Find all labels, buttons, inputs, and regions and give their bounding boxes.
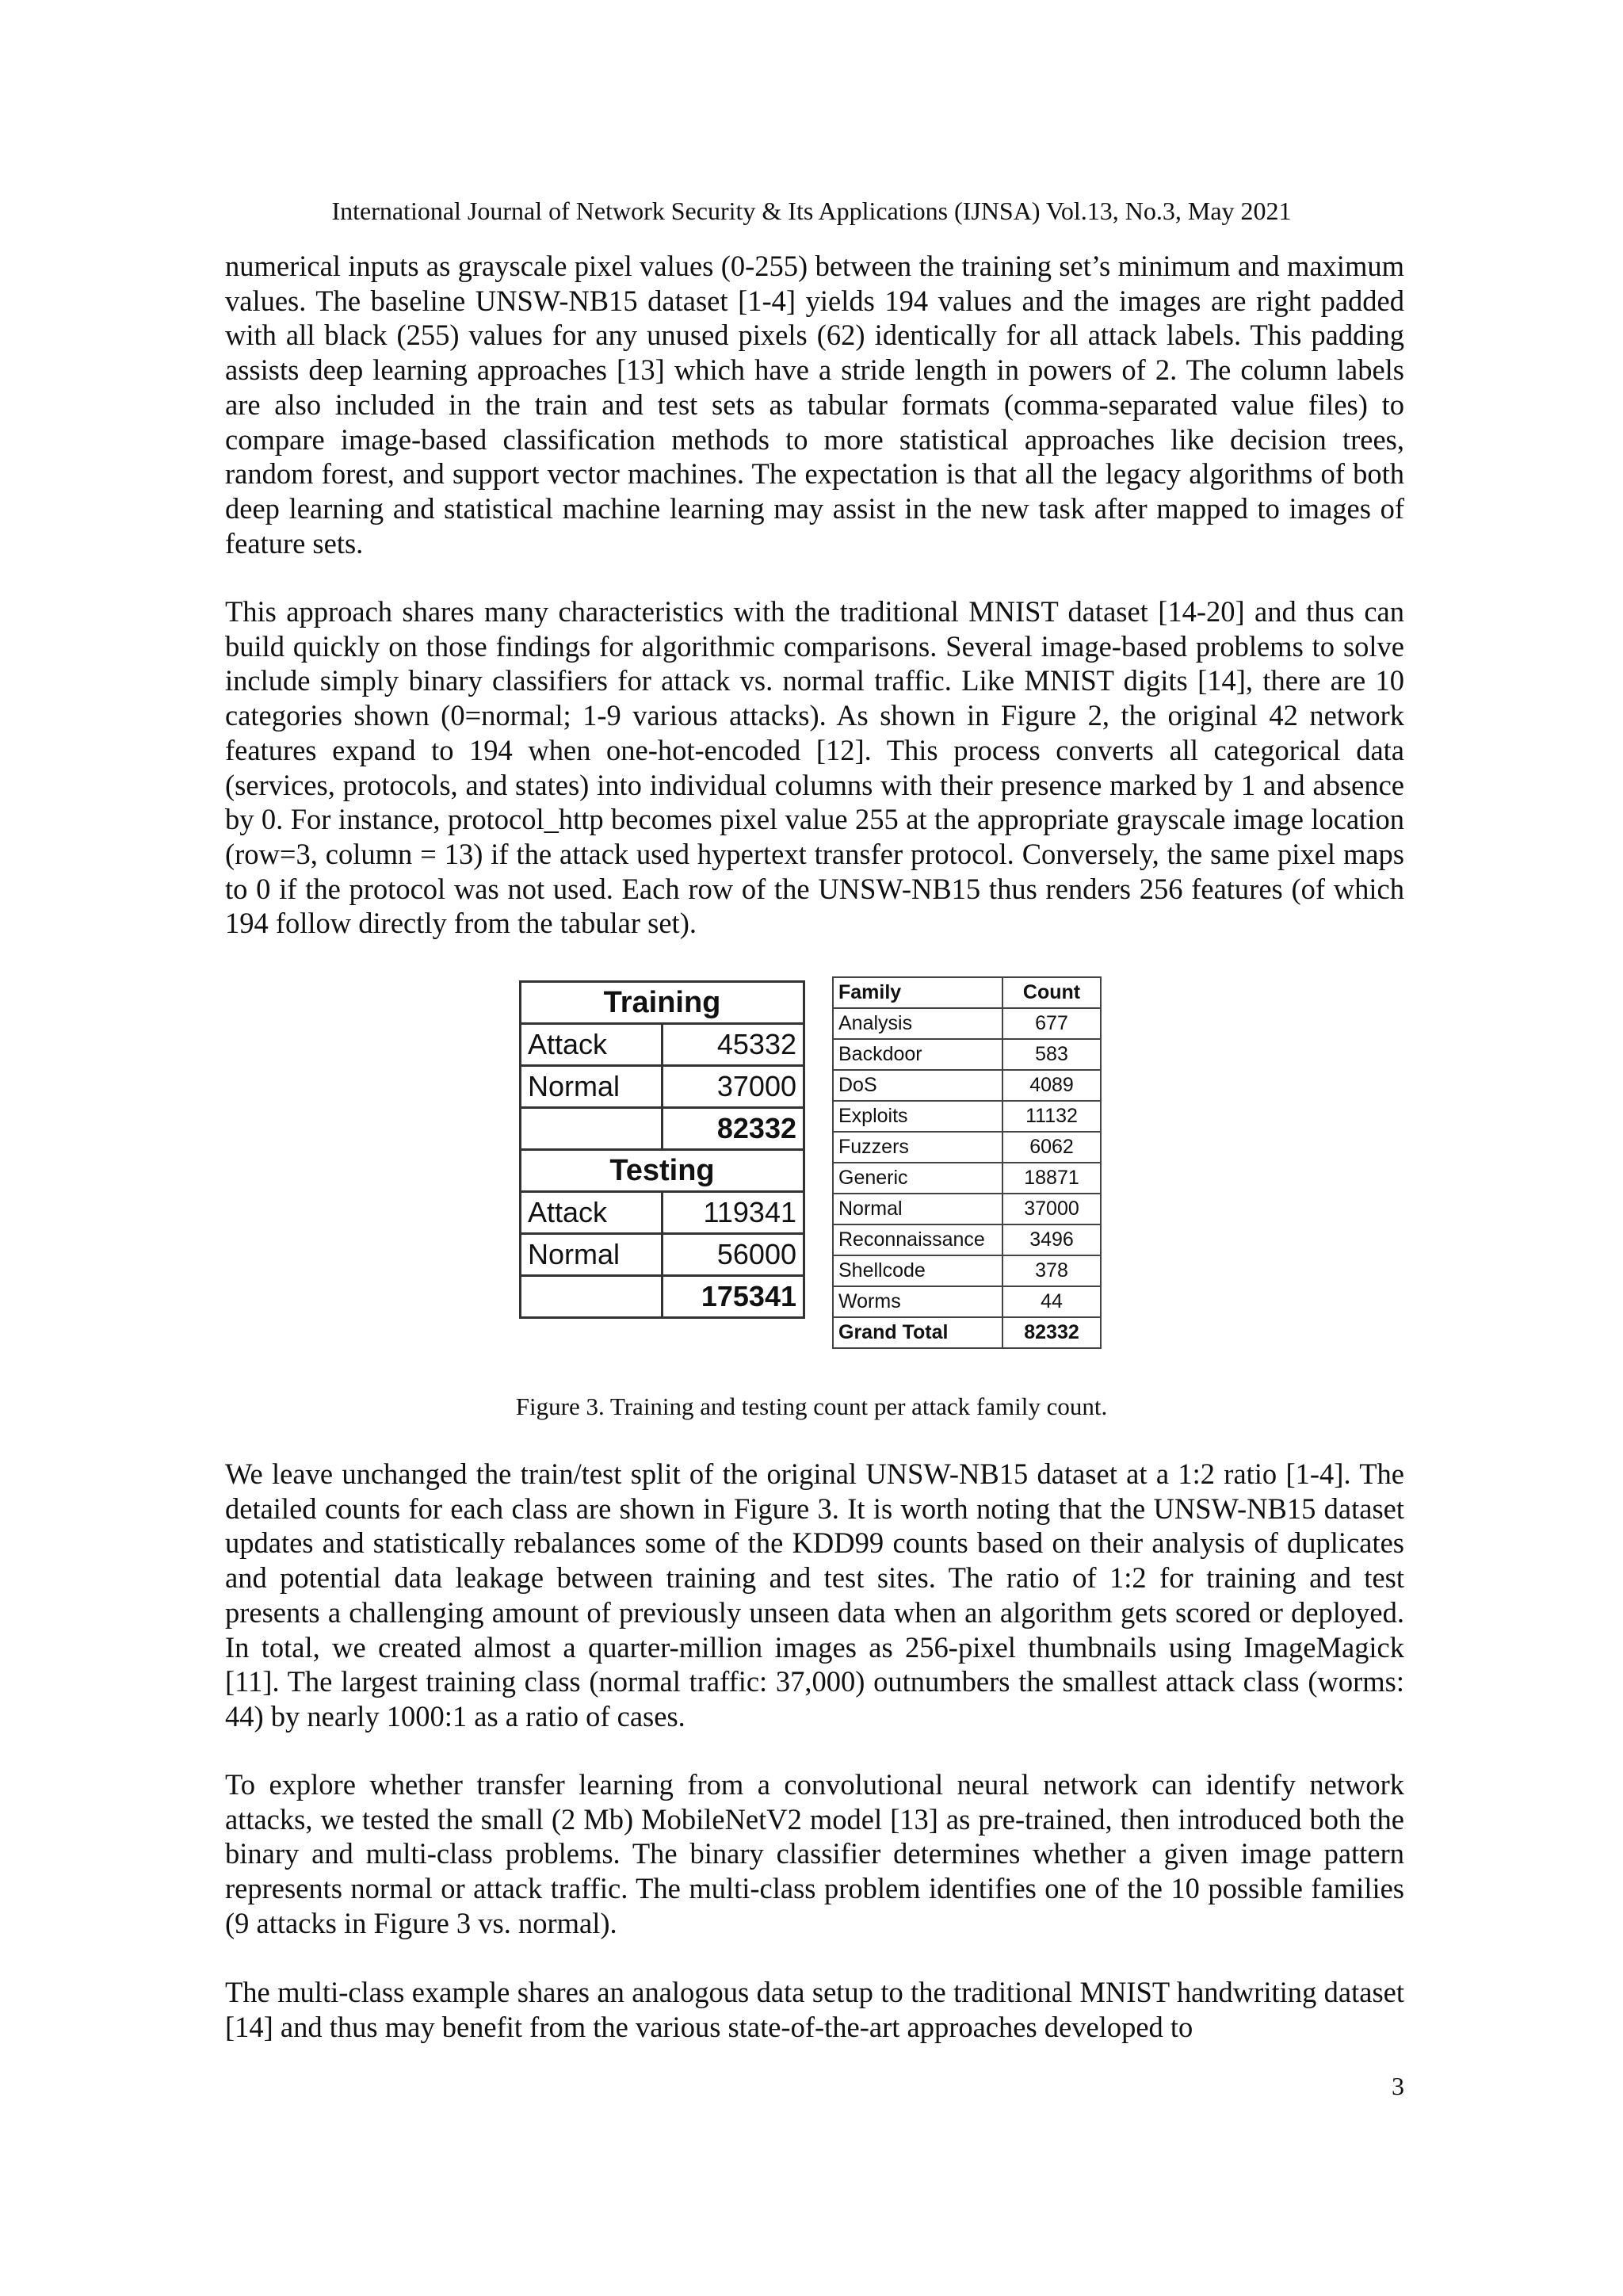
- table-row: [833, 1039, 1101, 1070]
- table-row: [833, 1008, 1101, 1039]
- table-row: [521, 982, 804, 1024]
- table-row: [833, 1194, 1101, 1224]
- family-cell: Backdoor: [833, 1039, 1002, 1070]
- column-header-count: Count: [1002, 977, 1101, 1008]
- table-row: [521, 1024, 804, 1066]
- table-row: [833, 1224, 1101, 1255]
- count-cell: 37000: [1002, 1194, 1101, 1224]
- paragraph-5: The multi-class example shares an analogous data setup to the traditional MNIST handwriting dataset [14] and thus may benefit from the various state-of-the-art approaches developed to: [225, 1976, 1404, 2043]
- testing-header: Testing: [521, 1150, 804, 1192]
- training-total: 82332: [663, 1108, 804, 1150]
- count-cell: 18871: [1002, 1163, 1101, 1194]
- train-test-split-table: [519, 980, 805, 1319]
- grand-total-value: 82332: [1002, 1317, 1101, 1348]
- testing-total: 175341: [663, 1276, 804, 1318]
- family-cell: DoS: [833, 1070, 1002, 1101]
- table-row: [521, 1108, 804, 1150]
- table-cell-value: 45332: [663, 1024, 804, 1066]
- paragraph-2: This approach shares many characteristics with the traditional MNIST dataset [14-20] and thus can build quickly on those findings for algorithmic comparisons. Several image-based problems to solve include simply binary classifiers for attack vs. normal traffic. Like MNIST digits [14], there are 10 categories shown (0=normal; 1-9 various attacks). As shown in Figure 2, the original 42 network features expand to 194 when one-hot-encoded [12]. This process converts all categorical data (services, protocols, and states) into individual columns with their presence marked by 1 and absence by 0. For instance, protocol_http becomes pixel value 255 at the appropriate grayscale image location (row=3, column = 13) if the attack used hypertext transfer protocol. Conversely, the same pixel maps to 0 if the protocol was not used. Each row of the UNSW-NB15 thus renders 256 features (of which 194 follow directly from the tabular set).: [225, 595, 1404, 940]
- page-number: 3: [1392, 2072, 1404, 2100]
- count-cell: 6062: [1002, 1132, 1101, 1163]
- family-cell: Worms: [833, 1286, 1002, 1317]
- table-cell-value: 56000: [663, 1234, 804, 1276]
- paragraph-4: To explore whether transfer learning from a convolutional neural network can identify network attacks, we tested the small (2 Mb) MobileNetV2 model [13] as pre-trained, then introduced both the binary and multi-class problems. The binary classifier determines whether a given image pattern represents normal or attack traffic. The multi-class problem identifies one of the 10 possible families (9 attacks in Figure 3 vs. normal).: [225, 1768, 1404, 1939]
- table-row: [833, 1286, 1101, 1317]
- count-cell: 44: [1002, 1286, 1101, 1317]
- table-cell-value: 37000: [663, 1066, 804, 1108]
- column-header-family: Family: [833, 977, 1002, 1008]
- table-row: [521, 1192, 804, 1234]
- table-header-row: [833, 977, 1101, 1008]
- table-cell-label: Attack: [521, 1024, 663, 1066]
- table-row: [521, 1276, 804, 1318]
- table-row: [833, 1132, 1101, 1163]
- family-cell: Normal: [833, 1194, 1002, 1224]
- paragraph-1: numerical inputs as grayscale pixel values (0-255) between the training set’s minimum and maximum values. The baseline UNSW-NB15 dataset [1-4] yields 194 values and the images are right padded with all black (255) values for any unused pixels (62) identically for all attack labels. This padding assists deep learning approaches [13] which have a stride length in powers of 2. The column labels are also included in the train and test sets as tabular formats (comma-separated value files) to compare image-based classification methods to more statistical approaches like decision trees, random forest, and support vector machines. The expectation is that all the legacy algorithms of both deep learning and statistical machine learning may assist in the new task after mapped to images of feature sets.: [225, 250, 1404, 560]
- family-cell: Generic: [833, 1163, 1002, 1194]
- table-cell-label: Normal: [521, 1234, 663, 1276]
- running-header: International Journal of Network Security & Its Applications (IJNSA) Vol.13, No.3, May 2021: [331, 197, 1292, 225]
- table-row: [833, 1255, 1101, 1286]
- family-cell: Reconnaissance: [833, 1224, 1002, 1255]
- count-cell: 11132: [1002, 1101, 1101, 1132]
- table-row: [521, 1234, 804, 1276]
- count-cell: 583: [1002, 1039, 1101, 1070]
- paragraph-3: We leave unchanged the train/test split of the original UNSW-NB15 dataset at a 1:2 ratio [1-4]. The detailed counts for each class are shown in Figure 3. It is worth noting that the UNSW-NB15 dataset updates and statistically rebalances some of the KDD99 counts based on their analysis of duplicates and potential data leakage between training and test sites. The ratio of 1:2 for training and test presents a challenging amount of previously unseen data when an algorithm gets scored or deployed. In total, we created almost a quarter-million images as 256-pixel thumbnails using ImageMagick [11]. The largest training class (normal traffic: 37,000) outnumbers the smallest attack class (worms: 44) by nearly 1000:1 as a ratio of cases.: [225, 1457, 1404, 1733]
- table-cell-label: Attack: [521, 1192, 663, 1234]
- grand-total-row: [833, 1317, 1101, 1348]
- family-cell: Fuzzers: [833, 1132, 1002, 1163]
- family-cell: Analysis: [833, 1008, 1002, 1039]
- count-cell: 378: [1002, 1255, 1101, 1286]
- figure-caption: Figure 3. Training and testing count per attack family count.: [515, 1392, 1108, 1420]
- family-cell: Exploits: [833, 1101, 1002, 1132]
- table-cell-label: Normal: [521, 1066, 663, 1108]
- table-row: [521, 1066, 804, 1108]
- table-cell-empty: [521, 1276, 663, 1318]
- training-header: Training: [521, 982, 804, 1024]
- table-row: [521, 1150, 804, 1192]
- count-cell: 3496: [1002, 1224, 1101, 1255]
- table-row: [833, 1101, 1101, 1132]
- table-row: [833, 1070, 1101, 1101]
- table-cell-empty: [521, 1108, 663, 1150]
- table-row: [833, 1163, 1101, 1194]
- grand-total-label: Grand Total: [833, 1317, 1002, 1348]
- family-cell: Shellcode: [833, 1255, 1002, 1286]
- attack-family-table: [832, 976, 1102, 1349]
- table-cell-value: 119341: [663, 1192, 804, 1234]
- count-cell: 4089: [1002, 1070, 1101, 1101]
- count-cell: 677: [1002, 1008, 1101, 1039]
